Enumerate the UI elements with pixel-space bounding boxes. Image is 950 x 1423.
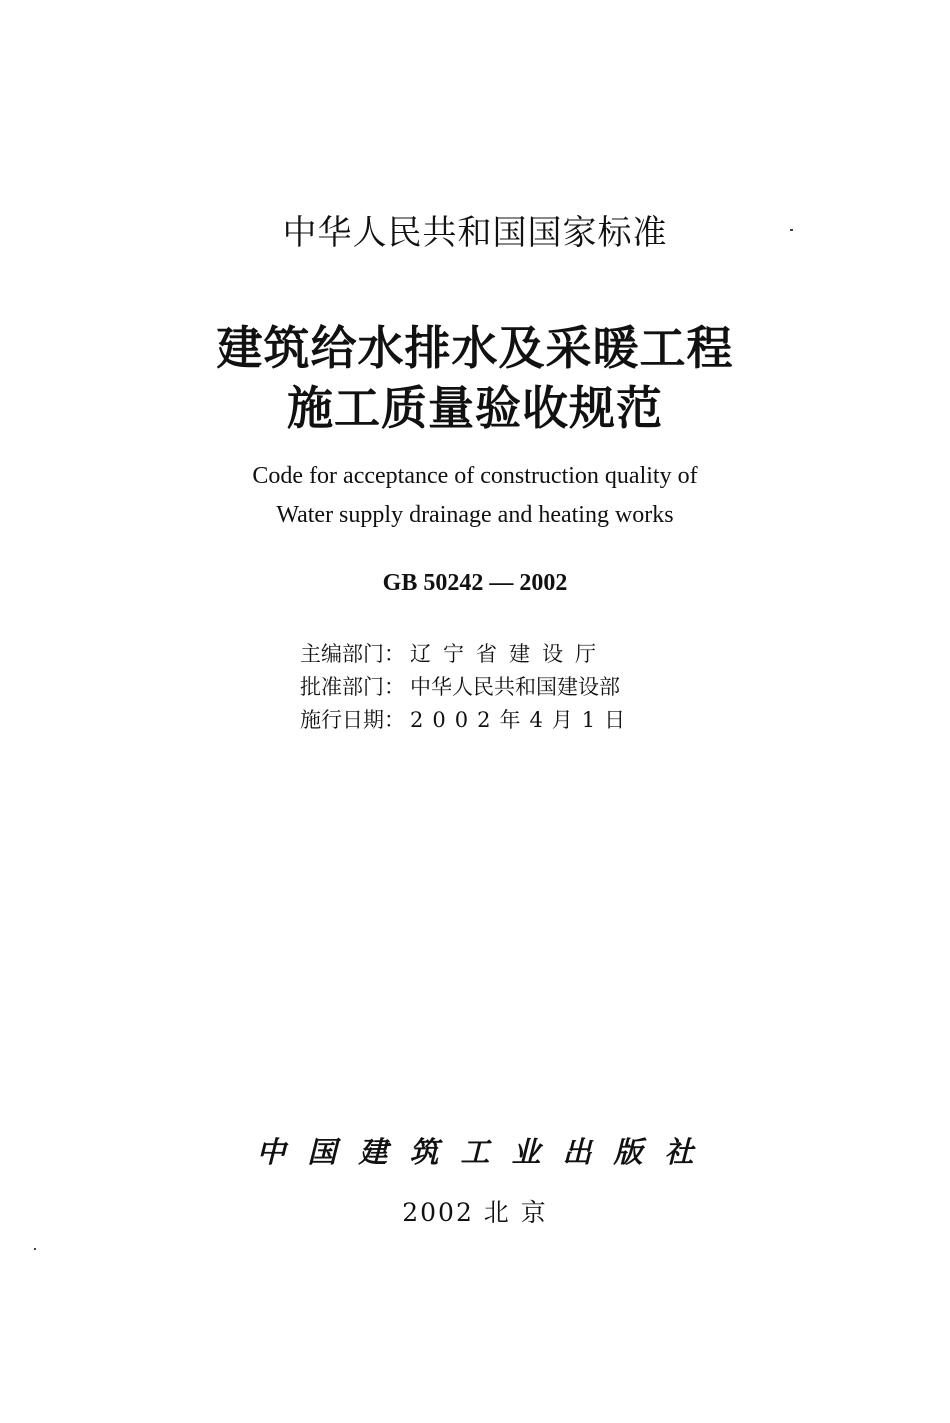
editor-row: [300, 638, 634, 671]
approver-row: [300, 671, 634, 704]
editor-label: 主编部门：: [300, 642, 405, 666]
editor-value: 辽宁省建设厅: [410, 642, 608, 666]
standard-number: GB 50242 — 2002: [382, 570, 568, 596]
publisher: 中国建筑工业出版社: [256, 1135, 716, 1169]
publication-year-city: 2002 北 京: [402, 1198, 548, 1227]
english-title-line-1: Code for acceptance of construction quality of: [252, 463, 698, 489]
standard-type: 中华人民共和国国家标准: [282, 213, 668, 253]
english-title-line-2: Water supply drainage and heating works: [276, 502, 674, 528]
effective-date-row: [300, 704, 634, 737]
scan-speck: [790, 229, 793, 231]
title-line-2: 施工质量验收规范: [287, 381, 663, 435]
effective-date-value: 2002年4月1日: [410, 708, 635, 732]
approver-value: 中华人民共和国建设部: [410, 675, 620, 699]
scan-speck: [34, 1248, 36, 1250]
title-line-1: 建筑给水排水及采暖工程: [216, 321, 734, 375]
meta-block: [300, 638, 634, 737]
effective-date-label: 施行日期：: [300, 708, 405, 732]
approver-label: 批准部门：: [300, 675, 405, 699]
